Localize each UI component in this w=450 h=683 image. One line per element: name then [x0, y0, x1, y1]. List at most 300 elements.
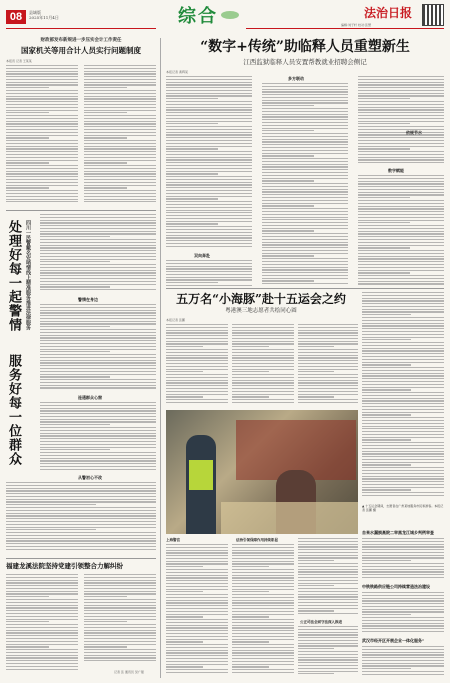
text-line	[298, 396, 334, 397]
text-line	[166, 87, 252, 88]
text-line	[6, 627, 78, 628]
text-line	[232, 622, 294, 623]
page-date: 县域版 2025年11月4日	[29, 10, 59, 20]
text-line	[358, 214, 444, 215]
text-line	[358, 267, 444, 268]
text-line	[40, 424, 110, 425]
text-line	[6, 644, 78, 645]
masthead	[6, 4, 444, 34]
text-line	[358, 140, 444, 141]
text-line	[232, 544, 294, 545]
text-line	[6, 624, 78, 625]
text-line	[358, 233, 444, 234]
text-line	[262, 97, 348, 98]
text-line	[232, 402, 294, 403]
text-line	[298, 371, 334, 372]
text-line	[166, 647, 228, 648]
text-line	[166, 583, 228, 584]
text-line	[362, 631, 444, 632]
text-line	[362, 671, 444, 672]
text-line	[84, 577, 156, 578]
text-line	[262, 178, 348, 179]
text-line	[166, 575, 228, 576]
text-line	[40, 441, 156, 442]
text-line	[166, 171, 252, 172]
text-line	[40, 374, 156, 375]
text-line	[298, 673, 334, 674]
text-line	[6, 71, 78, 72]
text-line	[262, 242, 348, 243]
text-line	[166, 366, 228, 367]
text-line	[84, 107, 156, 108]
text-line	[262, 236, 348, 237]
text-line	[166, 586, 228, 587]
text-line	[84, 140, 156, 141]
text-line	[232, 388, 294, 389]
text-line	[358, 192, 444, 193]
text-line	[166, 260, 252, 261]
text-line	[84, 593, 156, 594]
text-line	[166, 112, 252, 113]
text-line	[6, 485, 156, 486]
text-line	[262, 166, 348, 167]
text-line	[362, 303, 444, 304]
text-line	[298, 327, 358, 328]
text-line	[40, 458, 156, 459]
text-line	[6, 630, 78, 631]
text-line	[166, 274, 252, 275]
text-line	[6, 515, 156, 516]
text-line	[232, 555, 294, 556]
news-photo	[166, 410, 358, 534]
text-line	[6, 635, 78, 636]
text-line	[362, 649, 444, 650]
text-line	[6, 173, 78, 174]
page-number-badge: 08	[6, 10, 26, 24]
text-line	[166, 154, 252, 155]
text-line	[166, 285, 252, 286]
text-line	[166, 137, 252, 138]
text-line	[40, 259, 156, 260]
text-line	[298, 388, 358, 389]
mascot-body-col5	[166, 544, 228, 678]
main-subtitle: 江西监狱临释人员安置帮教就业招聘会侧记	[243, 58, 367, 66]
text-line	[232, 352, 294, 353]
mascot-byline: 本报记者 张鹏	[166, 318, 185, 322]
text-line	[362, 375, 444, 376]
fujian-title: 福建龙溪法院坚持党建引领整合力解纠纷	[6, 562, 123, 570]
text-line	[84, 591, 156, 592]
text-line	[6, 196, 78, 197]
text-line	[40, 289, 156, 290]
text-line	[40, 466, 156, 467]
text-line	[6, 582, 78, 583]
text-line	[84, 82, 156, 83]
text-line	[262, 94, 348, 95]
text-line	[298, 538, 358, 539]
text-line	[262, 102, 348, 103]
text-line	[262, 116, 348, 117]
text-line	[298, 654, 358, 655]
text-line	[84, 182, 156, 183]
text-line	[166, 327, 228, 328]
divider	[6, 558, 156, 559]
text-line	[298, 391, 358, 392]
text-line	[362, 359, 444, 360]
text-line	[166, 360, 228, 361]
photo-goods	[221, 502, 358, 534]
text-line	[84, 605, 156, 606]
text-line	[166, 134, 252, 135]
section-title: 综合	[178, 6, 218, 26]
text-line	[40, 284, 156, 285]
text-line	[6, 657, 78, 658]
text-line	[298, 643, 358, 644]
main-body-col1b	[166, 260, 252, 288]
text-line	[262, 280, 314, 281]
text-line	[362, 423, 444, 424]
text-line	[40, 245, 156, 246]
text-line	[358, 283, 444, 284]
text-line	[84, 137, 127, 138]
text-line	[166, 591, 203, 592]
text-line	[6, 507, 156, 508]
text-line	[358, 76, 444, 77]
text-line	[232, 616, 269, 617]
text-line	[362, 306, 444, 307]
text-line	[166, 76, 252, 77]
text-line	[84, 635, 156, 636]
text-line	[40, 371, 156, 372]
text-line	[40, 233, 156, 234]
handle-sub-2: 连通群众心窗	[78, 395, 102, 400]
text-line	[84, 104, 156, 105]
text-line	[166, 282, 218, 283]
text-line	[298, 394, 358, 395]
text-line	[362, 598, 444, 599]
mascot-sub-c: 公正司法全面守法深入推进	[300, 620, 342, 624]
text-line	[362, 456, 444, 457]
text-line	[84, 162, 127, 163]
text-line	[84, 627, 156, 628]
text-line	[358, 264, 444, 265]
qr-code-icon	[422, 4, 444, 26]
text-line	[362, 484, 444, 485]
text-line	[6, 126, 78, 127]
text-line	[166, 544, 228, 545]
text-line	[232, 374, 294, 375]
text-line	[362, 439, 411, 440]
text-line	[262, 119, 348, 120]
text-line	[166, 193, 252, 194]
text-line	[6, 112, 49, 113]
text-line	[298, 374, 358, 375]
text-line	[6, 607, 78, 608]
text-line	[298, 648, 334, 649]
text-line	[84, 630, 156, 631]
text-line	[362, 317, 444, 318]
text-line	[166, 664, 228, 665]
text-line	[358, 194, 444, 195]
text-line	[298, 640, 358, 641]
text-line	[166, 672, 228, 673]
text-line	[362, 434, 444, 435]
text-line	[262, 217, 348, 218]
text-line	[6, 574, 78, 575]
text-line	[40, 304, 156, 305]
text-line	[262, 136, 348, 137]
fujian-body-right	[84, 574, 156, 666]
text-line	[262, 258, 348, 259]
text-line	[362, 392, 444, 393]
text-line	[40, 376, 110, 377]
masthead-rule-right	[246, 28, 444, 29]
text-line	[358, 222, 410, 223]
text-line	[166, 555, 228, 556]
text-line	[362, 476, 444, 477]
text-line	[166, 572, 228, 573]
main-sub-a: 数字赋能	[388, 168, 404, 173]
text-line	[298, 560, 334, 561]
text-line	[84, 649, 156, 650]
text-line	[232, 633, 294, 634]
text-line	[358, 154, 444, 155]
text-line	[232, 369, 294, 370]
text-line	[40, 307, 156, 308]
text-line	[362, 414, 411, 415]
finance-body-left	[6, 65, 78, 205]
text-line	[298, 541, 358, 542]
text-line	[166, 666, 203, 667]
text-line	[166, 173, 218, 174]
text-line	[358, 189, 444, 190]
finance-article	[6, 38, 156, 208]
text-line	[166, 627, 228, 628]
text-line	[84, 129, 156, 130]
text-line	[40, 410, 156, 411]
text-line	[232, 324, 294, 325]
text-line	[6, 513, 156, 514]
text-line	[362, 609, 444, 610]
text-line	[298, 546, 358, 547]
text-line	[298, 355, 358, 356]
text-line	[362, 381, 444, 382]
text-line	[84, 160, 156, 161]
mascot-sub-b: 法治引领保障作用持续彰显	[236, 538, 278, 542]
text-line	[40, 275, 156, 276]
text-line	[166, 221, 252, 222]
editor-line: 编辑:刘子轩 校对:张慧	[341, 23, 371, 27]
text-line	[232, 363, 294, 364]
text-line	[298, 645, 358, 646]
text-line	[84, 619, 156, 620]
text-line	[232, 577, 294, 578]
text-line	[298, 671, 358, 672]
text-line	[262, 153, 348, 154]
text-line	[232, 580, 294, 581]
mascot-body-col3	[298, 324, 358, 406]
text-line	[40, 217, 156, 218]
text-line	[40, 239, 156, 240]
text-line	[166, 341, 228, 342]
text-line	[262, 105, 314, 106]
text-line	[232, 572, 294, 573]
text-line	[6, 521, 156, 522]
text-line	[40, 435, 156, 436]
text-line	[362, 606, 444, 607]
text-line	[166, 162, 252, 163]
text-line	[166, 107, 252, 108]
text-line	[298, 605, 358, 606]
text-line	[166, 98, 218, 99]
text-line	[40, 253, 156, 254]
text-line	[262, 255, 314, 256]
text-line	[166, 146, 252, 147]
text-line	[262, 267, 348, 268]
text-line	[262, 91, 348, 92]
text-line	[166, 566, 203, 567]
text-line	[298, 665, 358, 666]
short3-body	[362, 646, 444, 678]
text-line	[166, 369, 228, 370]
text-line	[358, 175, 444, 176]
text-line	[298, 569, 358, 570]
text-line	[40, 469, 156, 470]
text-line	[358, 258, 444, 259]
text-line	[262, 180, 314, 181]
text-line	[166, 625, 228, 626]
text-line	[262, 233, 348, 234]
text-line	[358, 104, 444, 105]
text-line	[232, 650, 294, 651]
text-line	[362, 574, 444, 575]
text-line	[262, 189, 348, 190]
short3-title: 武汉市经开区开展企业一体化服务”	[362, 638, 425, 643]
text-line	[298, 571, 358, 572]
text-line	[362, 311, 444, 312]
text-line	[362, 389, 411, 390]
text-line	[40, 402, 156, 403]
text-line	[6, 585, 78, 586]
text-line	[232, 349, 294, 350]
text-line	[84, 179, 156, 180]
text-line	[166, 229, 252, 230]
text-line	[84, 607, 156, 608]
text-line	[298, 574, 358, 575]
text-line	[262, 122, 348, 123]
text-line	[298, 610, 334, 611]
text-line	[262, 250, 348, 251]
text-line	[166, 352, 228, 353]
mascot-body-col4	[362, 292, 444, 500]
text-line	[84, 123, 156, 124]
handle-vertical-title-2: 服务好每一位群众	[6, 354, 21, 466]
text-line	[40, 382, 156, 383]
text-line	[362, 628, 444, 629]
text-line	[84, 641, 156, 642]
text-line	[40, 452, 156, 453]
text-line	[358, 231, 444, 232]
text-line	[358, 253, 444, 254]
text-line	[84, 168, 156, 169]
text-line	[298, 360, 358, 361]
text-line	[166, 611, 228, 612]
text-line	[262, 200, 348, 201]
text-line	[40, 349, 156, 350]
text-line	[166, 330, 228, 331]
text-line	[262, 228, 348, 229]
text-line	[362, 603, 444, 604]
text-line	[84, 93, 156, 94]
text-line	[166, 391, 228, 392]
text-line	[262, 83, 348, 84]
text-line	[358, 242, 444, 243]
text-line	[84, 613, 156, 614]
text-line	[84, 87, 127, 88]
text-line	[40, 337, 156, 338]
text-line	[232, 586, 294, 587]
text-line	[298, 552, 358, 553]
text-line	[362, 409, 444, 410]
text-line	[358, 217, 444, 218]
text-line	[40, 250, 156, 251]
text-line	[6, 101, 78, 102]
text-line	[362, 665, 444, 666]
text-line	[40, 272, 156, 273]
text-line	[40, 236, 110, 237]
text-line	[6, 638, 78, 639]
text-line	[6, 663, 78, 664]
text-line	[362, 445, 444, 446]
text-line	[6, 641, 78, 642]
text-line	[362, 660, 444, 661]
text-line	[84, 187, 127, 188]
text-line	[298, 585, 334, 586]
text-line	[362, 325, 444, 326]
text-line	[298, 657, 358, 658]
text-line	[166, 639, 228, 640]
text-line	[6, 148, 78, 149]
text-line	[6, 98, 78, 99]
text-line	[166, 101, 252, 102]
text-line	[6, 90, 78, 91]
text-line	[6, 596, 49, 597]
text-line	[84, 101, 156, 102]
text-line	[362, 462, 444, 463]
text-line	[362, 370, 444, 371]
text-line	[166, 385, 228, 386]
text-line	[232, 552, 294, 553]
text-line	[6, 529, 96, 530]
short2-body	[362, 592, 444, 634]
text-line	[166, 90, 252, 91]
text-line	[262, 130, 314, 131]
text-line	[358, 146, 444, 147]
text-line	[232, 614, 294, 615]
text-line	[298, 349, 358, 350]
text-line	[6, 73, 78, 74]
text-line	[362, 557, 444, 558]
text-line	[84, 638, 156, 639]
text-line	[6, 510, 156, 511]
text-line	[40, 447, 156, 448]
text-line	[6, 532, 156, 533]
text-line	[358, 272, 410, 273]
text-line	[358, 162, 444, 163]
text-line	[6, 543, 156, 544]
text-line	[84, 132, 156, 133]
text-line	[166, 563, 228, 564]
